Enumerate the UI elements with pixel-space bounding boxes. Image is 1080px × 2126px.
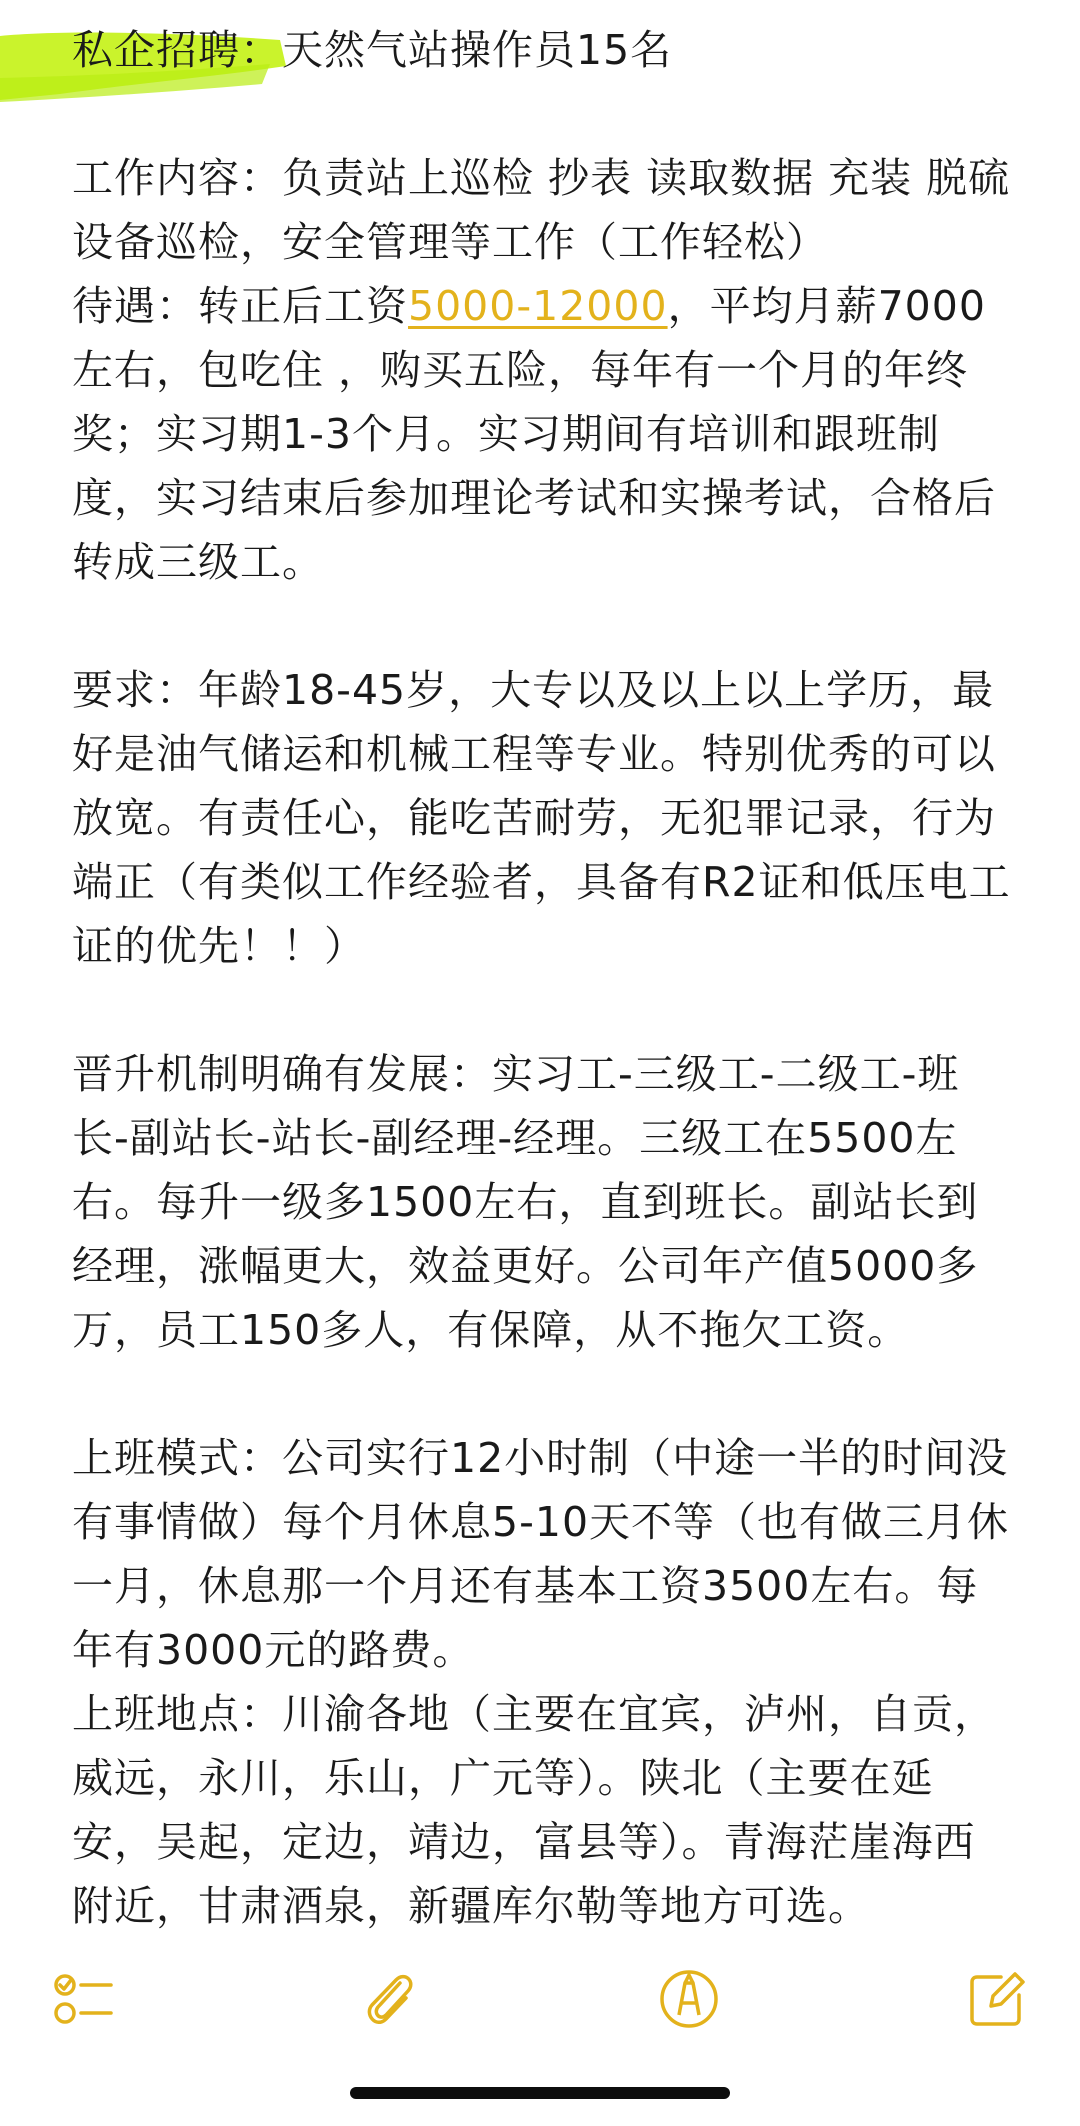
job-content-paragraph[interactable]: 工作内容：负责站上巡检 抄表 读取数据 充装 脱硫设备巡检，安全管理等工作（工作轻松） (72, 154, 1011, 266)
work-location-paragraph[interactable]: 上班地点：川渝各地（主要在宜宾，泸州，自贡，威远，永川，乐山，广元等）。陕北（主要在延安，吴起，定边，靖边，富县等）。青海茫崖海西附近，甘肃酒泉，新疆库尔勒等地方可选。 (72, 1690, 996, 1930)
pay-suffix: ，平均月薪7000左右，包吃住 ，购买五险，每年有一个月的年终奖；实习期1-3个月。实习期间有培训和跟班制度，实习结束后参加理论考试和实操考试，合格后转成三级工。 (72, 282, 996, 586)
blank-line (72, 1362, 1012, 1426)
promotion-paragraph[interactable]: 晋升机制明确有发展：实习工-三级工-二级工-班长-副站长-站长-副经理-经理。三级工在5500左右。每升一级多1500左右，直到班长。副站长到经理，涨幅更大，效益更好。公司年产值5000多万，员工150多人，有保障，从不拖欠工资。 (72, 1050, 979, 1354)
pay-paragraph[interactable] (72, 274, 1012, 594)
bottom-toolbar (0, 1950, 1080, 2050)
pay-prefix: 待遇：转正后工资 (72, 282, 408, 330)
attachment-button[interactable] (355, 1964, 425, 2034)
compose-button[interactable] (962, 1964, 1032, 2034)
attachment-icon (360, 1967, 420, 2031)
requirements-paragraph[interactable]: 要求：年龄18-45岁，大专以及以上以上学历，最好是油气储运和机械工程等专业。特别优秀的可以放宽。有责任心，能吃苦耐劳，无犯罪记录，行为端正（有类似工作经验者，具备有R2证和低压电工证的优先！！） (72, 666, 1011, 970)
checklist-icon (53, 1969, 117, 2029)
markup-icon (657, 1967, 721, 2031)
note-body[interactable] (72, 18, 1012, 1938)
home-indicator[interactable] (350, 2087, 730, 2099)
checklist-button[interactable] (50, 1964, 120, 2034)
compose-icon (965, 1967, 1029, 2031)
note-title[interactable]: 私企招聘：天然气站操作员15名 (72, 26, 673, 74)
salary-range-link[interactable]: 5000-12000 (408, 282, 668, 330)
blank-line (72, 978, 1012, 1042)
blank-line (72, 594, 1012, 658)
markup-button[interactable] (654, 1964, 724, 2034)
work-mode-paragraph[interactable]: 上班模式：公司实行12小时制（中途一半的时间没有事情做）每个月休息5-10天不等（也有做三月休一月，休息那一个月还有基本工资3500左右。每年有3000元的路费。 (72, 1434, 1010, 1674)
